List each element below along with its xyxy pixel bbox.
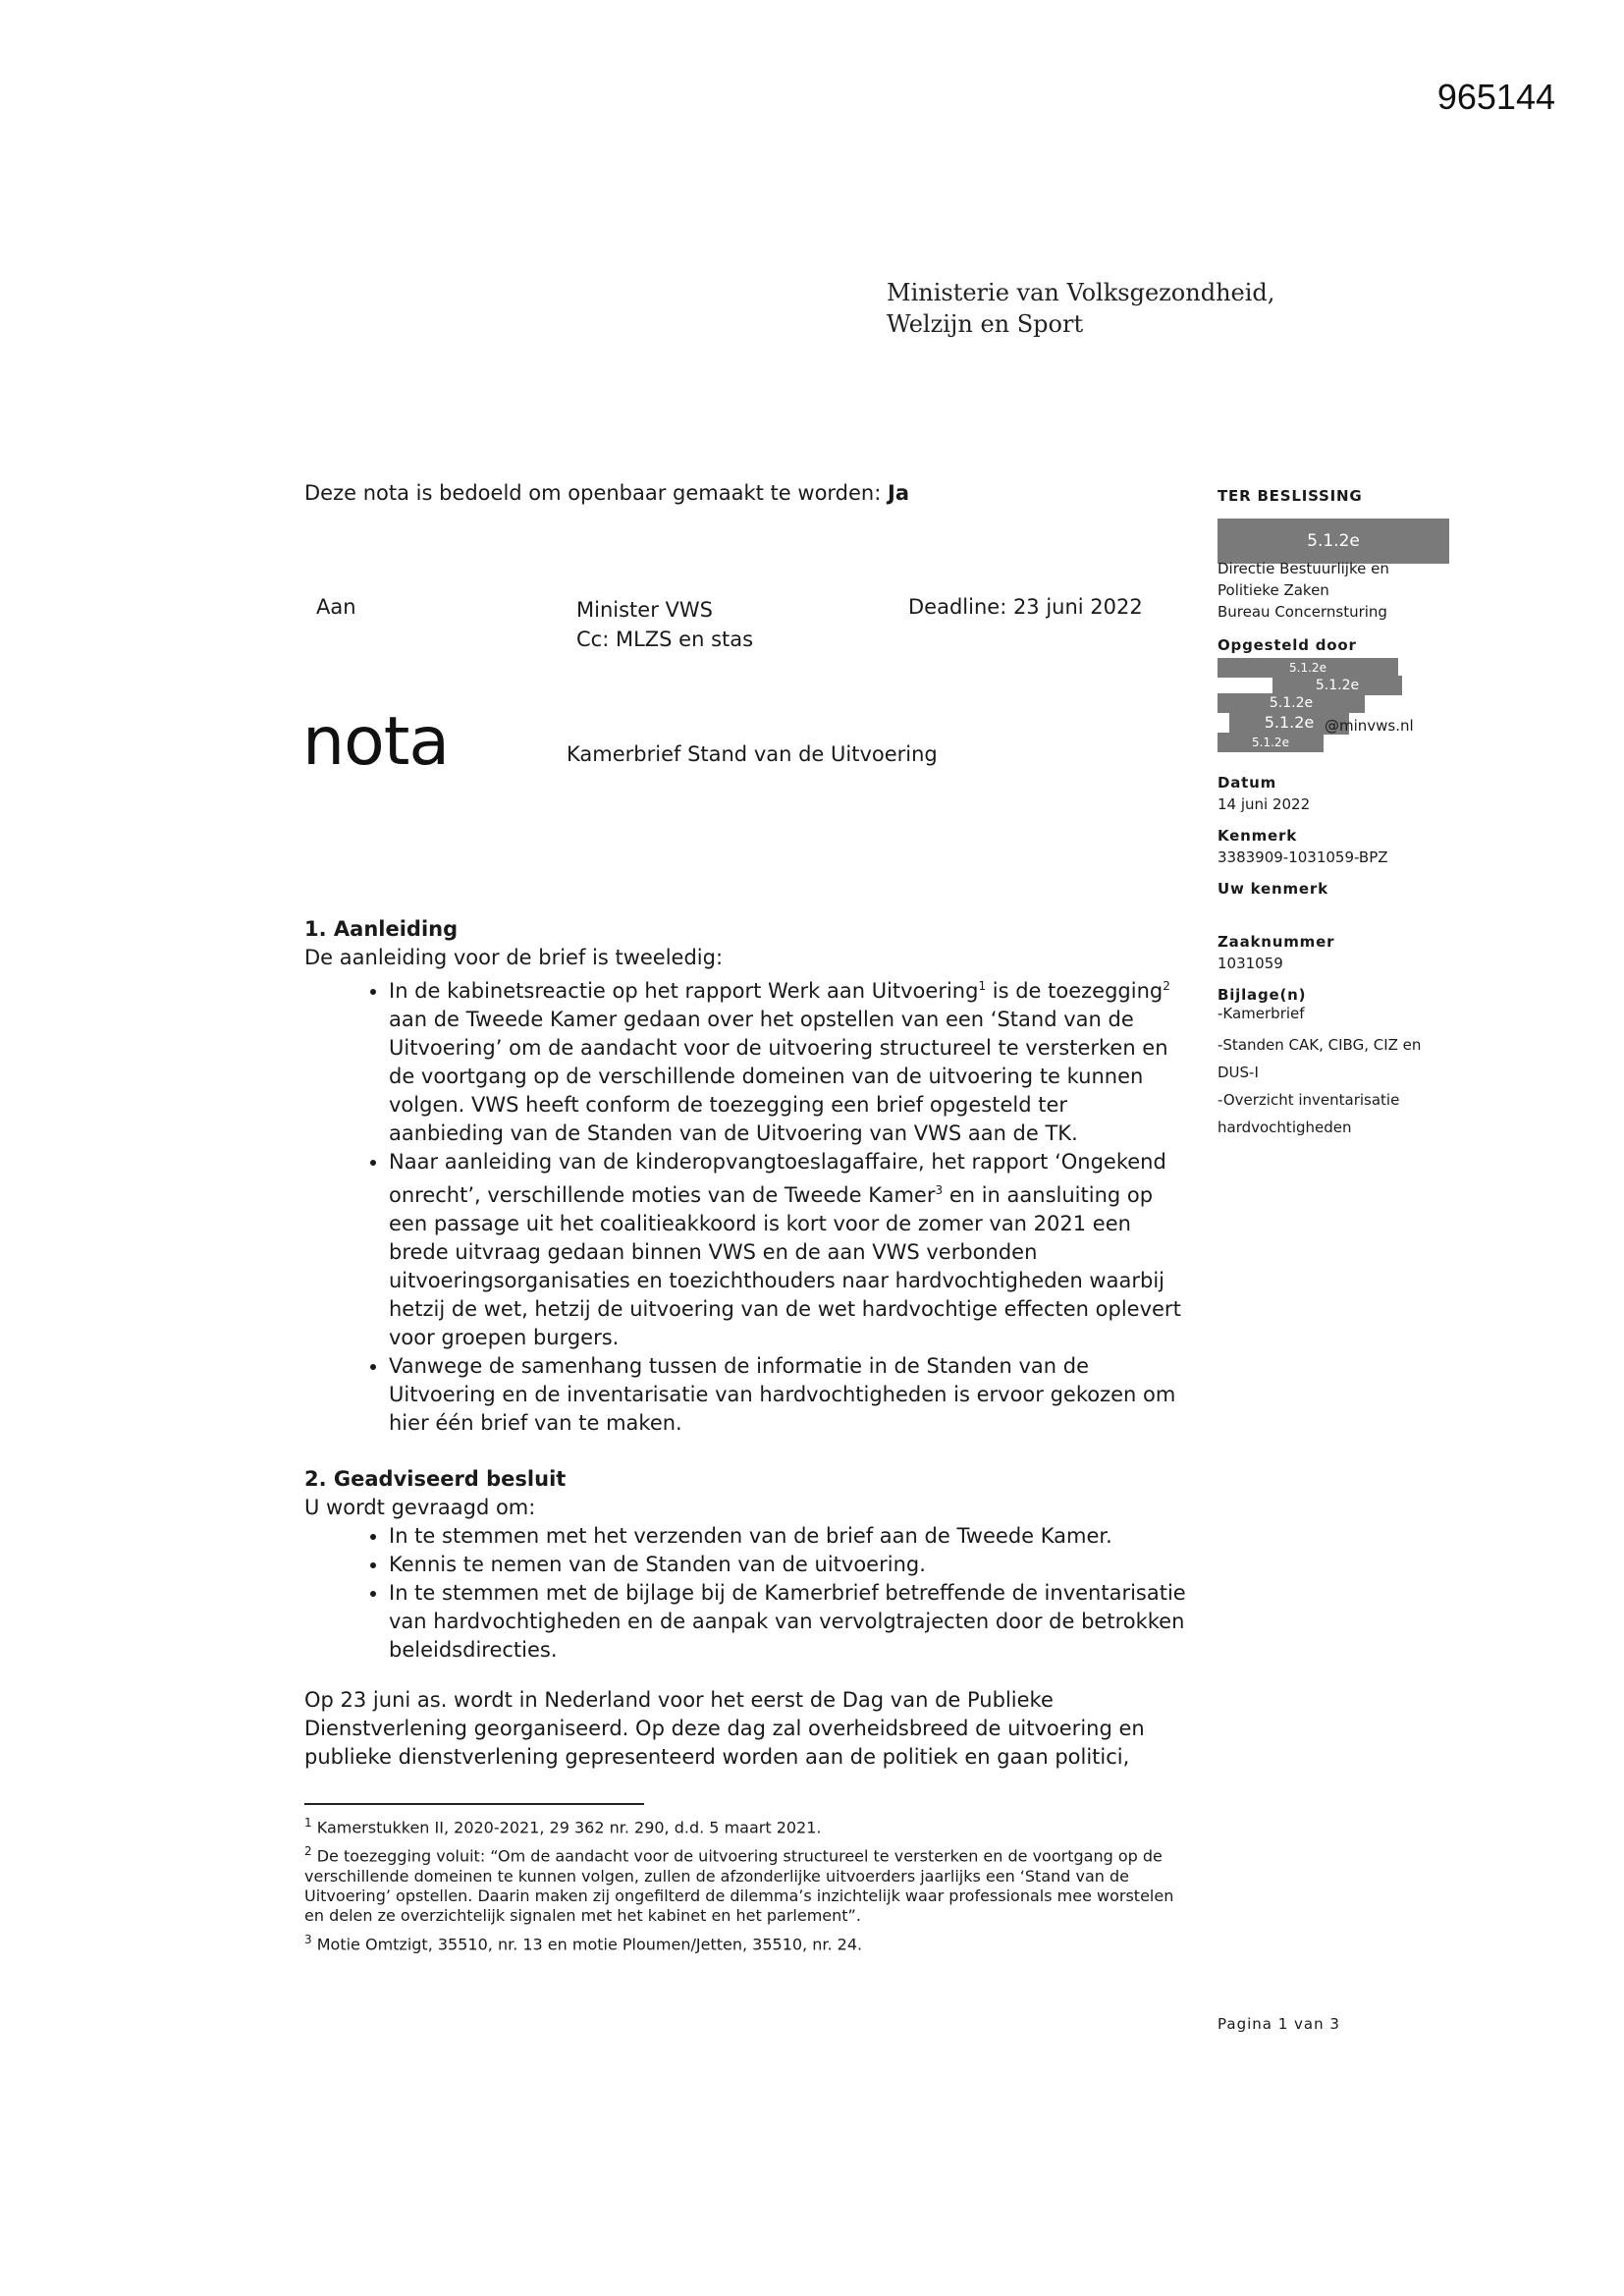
email-suffix: @minvws.nl bbox=[1325, 717, 1414, 735]
recipient-cc: Cc: MLZS en stas bbox=[576, 628, 754, 651]
document-number: 965144 bbox=[1436, 77, 1555, 117]
ministry-name bbox=[887, 277, 1274, 340]
bijlagen-list bbox=[1218, 1004, 1421, 1141]
public-statement bbox=[304, 481, 909, 505]
list-item: • Naar aanleiding van de kinderopvangtoeslagaffaire, het rapport ‘Ongekend onrecht’, verschillende moties van de Tweede Kamer$^3$ en in aansluiting op een passage uit het coalitieakkoord is kort voor de zomer van 2021 een brede uitvraag gedaan binnen VWS en de aan VWS verbonden uitvoeringsorganisaties en toezichthouders naar hardvochtigheden waarbij hetzij de wet, hetzij de uitvoering van de wet hardvochtige effecten oplevert voor groepen burgers. bbox=[389, 1148, 1188, 1352]
bijlage-item: -Standen CAK, CIBG, CIZ en bbox=[1218, 1036, 1422, 1054]
list-item: • In te stemmen met de bijlage bij de Kamerbrief betreffende de inventarisatie van hardvochtigheden en de aanpak van vervolgtrajecten door de betrokken beleidsdirecties. bbox=[389, 1579, 1188, 1665]
bijlage-item: -Kamerbrief bbox=[1218, 1005, 1305, 1022]
redaction-box: 5.1.2e bbox=[1218, 693, 1365, 713]
kenmerk-value: 3383909-1031059-BPZ bbox=[1218, 848, 1388, 866]
footnote-1: $^1$ Kamerstukken II, 2020-2021, 29 362 nr. 290, d.d. 5 maart 2021. bbox=[304, 1816, 822, 1837]
list-item: • Vanwege de samenhang tussen de informatie in de Standen van de Uitvoering en de inventarisatie van hardvochtigheden is ervoor gekozen om hier één brief van te maken. bbox=[389, 1352, 1188, 1438]
subject: Kamerbrief Stand van de Uitvoering bbox=[567, 742, 938, 766]
bijlage-item: DUS-I bbox=[1218, 1064, 1259, 1081]
uw-kenmerk-label: Uw kenmerk bbox=[1218, 880, 1328, 898]
list-item: • In de kabinetsreactie op het rapport Werk aan Uitvoering$^1$ is de toezegging$^2$ aan de Tweede Kamer gedaan over het opstellen van een ‘Stand van de Uitvoering’ om de aandacht voor de uitvoering structureel te versterken en de voortgang op de verschillende domeinen van de uitvoering te kunnen volgen. VWS heeft conform de toezegging een brief opgesteld ter aanbieding van de Standen van de Uitvoering van VWS aan de TK. bbox=[389, 972, 1188, 1148]
kenmerk-label: Kenmerk bbox=[1218, 827, 1297, 845]
list-item: • In te stemmen met het verzenden van de brief aan de Tweede Kamer. bbox=[389, 1522, 1188, 1551]
datum-label: Datum bbox=[1218, 774, 1277, 792]
redaction-box: 5.1.2e bbox=[1229, 711, 1349, 735]
footnote-ref: 2 bbox=[1163, 979, 1170, 993]
bijlage-item: hardvochtigheden bbox=[1218, 1119, 1352, 1136]
section-2-intro: U wordt gevraagd om: bbox=[304, 1496, 536, 1519]
closing-paragraph: Op 23 juni as. wordt in Nederland voor het eerst de Dag van de Publieke Dienstverlening georganiseerd. Op deze dag zal overheidsbreed de uitvoering en publieke dienstverlening gepresenteerd worden aan de politiek en gaan politici, bbox=[304, 1688, 1145, 1769]
bijlagen-label: Bijlage(n) bbox=[1218, 986, 1307, 1004]
redaction-box: 5.1.2e bbox=[1218, 658, 1398, 678]
redaction-box: 5.1.2e bbox=[1272, 676, 1402, 695]
footnote-ref: 3 bbox=[935, 1183, 944, 1197]
aan-label: Aan bbox=[316, 595, 356, 619]
directie-block bbox=[1218, 558, 1389, 623]
footnote-ref: 1 bbox=[978, 979, 987, 993]
footnotes bbox=[304, 1813, 1198, 1958]
recipient: Minister VWS bbox=[576, 598, 713, 622]
document-body bbox=[304, 915, 1188, 1772]
recipient-block bbox=[576, 595, 753, 654]
redaction-box: 5.1.2e bbox=[1218, 519, 1449, 564]
deadline: Deadline: 23 juni 2022 bbox=[908, 595, 1143, 619]
section-1-heading: 1. Aanleiding bbox=[304, 917, 459, 941]
section-1-list bbox=[304, 972, 1188, 1438]
section-2-heading: 2. Geadviseerd besluit bbox=[304, 1467, 567, 1491]
ter-beslissing-label: TER BESLISSING bbox=[1218, 487, 1363, 505]
public-statement-answer: Ja bbox=[888, 481, 909, 505]
zaaknummer-value: 1031059 bbox=[1218, 955, 1283, 972]
page-number: Pagina 1 van 3 bbox=[1218, 2015, 1340, 2033]
section-1-intro: De aanleiding voor de brief is tweeledig: bbox=[304, 946, 724, 969]
zaaknummer-label: Zaaknummer bbox=[1218, 933, 1335, 951]
directie-line: Bureau Concernsturing bbox=[1218, 603, 1387, 621]
footnote-2: $^2$ De toezegging voluit: “Om de aandacht voor de uitvoering structureel te versterken en de voortgang op de verschillende domeinen te kunnen volgen, zullen de afzonderlijke uitvoerders jaarlijks een ‘Stand van de Uitvoering’ opstellen. Daarin maken zij ongefilterd de dilemma’s inzichtelijk waar professionals mee worstelen en delen ze overzichtelijk signalen met het kabinet en het parlement”. bbox=[304, 1844, 1174, 1925]
ministry-line-2: Welzijn en Sport bbox=[887, 310, 1084, 338]
section-2-list bbox=[304, 1522, 1188, 1665]
ministry-line-1: Ministerie van Volksgezondheid, bbox=[887, 279, 1275, 306]
public-statement-text: Deze nota is bedoeld om openbaar gemaakt te worden: bbox=[304, 481, 882, 505]
footnote-divider bbox=[304, 1803, 644, 1805]
datum-value: 14 juni 2022 bbox=[1218, 795, 1311, 813]
nota-title: nota bbox=[302, 703, 450, 781]
footnote-3: $^3$ Motie Omtzigt, 35510, nr. 13 en motie Ploumen/Jetten, 35510, nr. 24. bbox=[304, 1932, 863, 1953]
bijlage-item: -Overzicht inventarisatie bbox=[1218, 1091, 1400, 1109]
redaction-box: 5.1.2e bbox=[1218, 733, 1324, 752]
directie-line: Politieke Zaken bbox=[1218, 581, 1329, 599]
directie-line: Directie Bestuurlijke en bbox=[1218, 560, 1389, 577]
opgesteld-door-label: Opgesteld door bbox=[1218, 636, 1357, 654]
list-item: • Kennis te nemen van de Standen van de uitvoering. bbox=[389, 1551, 1188, 1579]
